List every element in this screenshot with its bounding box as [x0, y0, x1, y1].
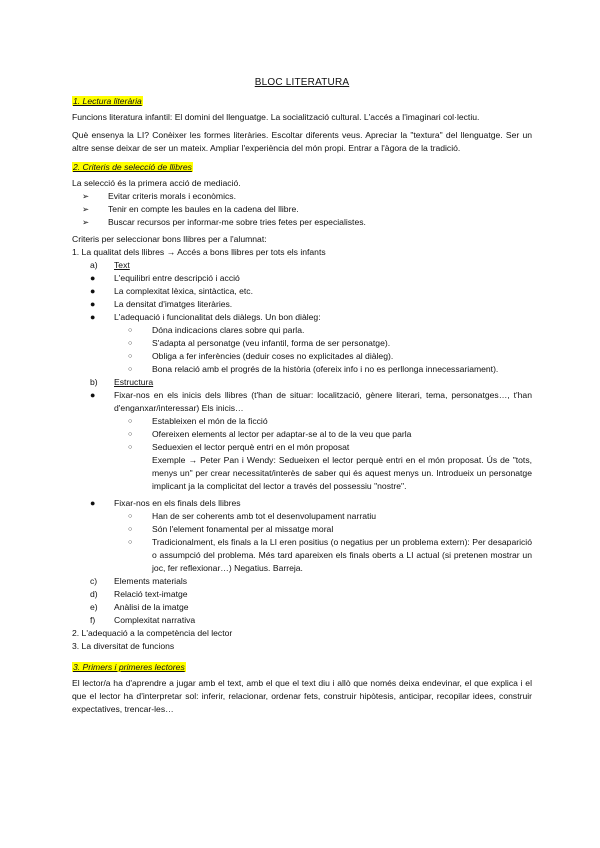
- list-item-text: Fixar-nos en els inicis dels llibres (t'han de situar: localització, gènere literari, tema, personatges…, t'han d'enganxar/interessar) Els inicis…: [114, 390, 532, 413]
- circle-bullet-icon: ○: [128, 539, 133, 546]
- arrow-item: [72, 190, 532, 203]
- sub-list-item-text: Seduexien el lector perquè entri en el món proposat: [152, 442, 350, 452]
- subsection-label: Relació text-imatge: [114, 589, 188, 599]
- subsection-a-marker: a): [90, 260, 98, 270]
- subsection-marker: c): [90, 576, 98, 586]
- subsection-c: [72, 575, 532, 588]
- arrow-item: [72, 203, 532, 216]
- circle-bullet-icon: ○: [128, 431, 133, 438]
- example-text: Exemple → Peter Pan i Wendy: Sedueixen el lector perquè entri en el món proposat. Ús de "tots, menys un" per crear necessitat/interès de saber qui és aquest menys un. Introdueix un personatge implicant ja la complicitat del lector a través del possessiu "nostre".: [152, 455, 532, 491]
- list-item: [72, 389, 532, 415]
- sub-list-item-text: Són l'element fonamental per al missatge moral: [152, 524, 334, 534]
- list-item-text: La densitat d'imatges literàries.: [114, 299, 233, 309]
- criterion-3: 3. La diversitat de funcions: [72, 641, 175, 651]
- subsection-f: [72, 614, 532, 627]
- sub-list-item: [72, 536, 532, 575]
- bullet-icon: ●: [90, 312, 96, 322]
- list-item: [72, 497, 532, 510]
- list-item: [72, 272, 532, 285]
- sub-list-item-text: Dóna indicacions clares sobre qui parla.: [152, 325, 305, 335]
- section-1-heading: [72, 95, 532, 108]
- sub-list-item: [72, 324, 532, 337]
- document-title: BLOC LITERATURA: [254, 77, 350, 88]
- section-1-heading-text: 1. Lectura literària: [73, 96, 142, 106]
- sub-list-item-text: Obliga a fer inferències (deduir coses no explicitades al diàleg).: [152, 351, 394, 361]
- list-item: [72, 311, 532, 324]
- sub-list-item: [72, 415, 532, 428]
- list-item-text: L'adequació i funcionalitat dels diàlegs. Un bon diàleg:: [114, 312, 321, 322]
- subsection-marker: d): [90, 589, 98, 599]
- example-paragraph: [72, 454, 532, 493]
- criteria-intro: Criteris per seleccionar bons llibres per a l'alumnat:: [72, 234, 267, 244]
- arrow-item-text: Evitar criteris morals i econòmics.: [108, 191, 236, 201]
- arrow-item: [72, 216, 532, 229]
- arrow-item-text: Buscar recursos per informar-me sobre tries fetes per especialistes.: [108, 217, 366, 227]
- subsection-marker: e): [90, 602, 98, 612]
- circle-bullet-icon: ○: [128, 366, 133, 373]
- subsection-a-label: Text: [114, 260, 130, 270]
- circle-bullet-icon: ○: [128, 418, 133, 425]
- circle-bullet-icon: ○: [128, 444, 133, 451]
- subsection-label: Elements materials: [114, 576, 188, 586]
- subsection-label: Anàlisi de la imatge: [114, 602, 189, 612]
- bullet-icon: ●: [90, 390, 96, 400]
- bullet-icon: ●: [90, 498, 96, 508]
- subsection-d: [72, 588, 532, 601]
- arrow-icon: ➢: [82, 191, 90, 201]
- document-content: [72, 76, 532, 721]
- sub-list-item: [72, 510, 532, 523]
- arrow-icon: ➢: [82, 217, 90, 227]
- arrow-icon: ➢: [82, 204, 90, 214]
- sub-list-item: [72, 428, 532, 441]
- bullet-icon: ●: [90, 299, 96, 309]
- section-2-heading-text: 2. Criteris de selecció de llibres: [73, 162, 192, 172]
- circle-bullet-icon: ○: [128, 513, 133, 520]
- bullet-icon: ●: [90, 273, 96, 283]
- subsection-b-marker: b): [90, 377, 98, 387]
- list-item-text: La complexitat lèxica, sintàctica, etc.: [114, 286, 253, 296]
- section-2-heading: [72, 161, 532, 174]
- section-3-heading: [72, 661, 532, 674]
- sub-list-item: [72, 441, 532, 454]
- subsection-a: [72, 259, 532, 272]
- sub-list-item: [72, 363, 532, 376]
- sub-list-item: [72, 337, 532, 350]
- criterion-1: 1. La qualitat dels llibres → Accés a bons llibres per tots els infants: [72, 247, 326, 257]
- arrow-item-text: Tenir en compte les baules en la cadena del llibre.: [108, 204, 299, 214]
- section-1-paragraph-1: Funcions literatura infantil: El domini del llenguatge. La socialització cultural. L'accés a l'imaginari col·lectiu.: [72, 112, 480, 122]
- sub-list-item: [72, 523, 532, 536]
- section-3-paragraph-1: El lector/a ha d'aprendre a jugar amb el text, amb el que el text diu i allò que només deixa endevinar, el que explica i el que el lector ha d'interpretar sol: inferir, relacionar, ordenar fets, construir hipòtesis, anticipar, recopilar idees, construir expectatives, trencar-les…: [72, 678, 532, 714]
- list-item: [72, 298, 532, 311]
- bullet-icon: ●: [90, 286, 96, 296]
- sub-list-item-text: Tradicionalment, els finals a la LI eren positius (o negatius per un problema extern): Per desaparició o assumpció del problema. Més tard apareixen els finals oberts a LI actual (si pretenen mostrar un joc, fer reflexionar…) Negatius. Barreja.: [152, 537, 532, 573]
- sub-list-item-text: Han de ser coherents amb tot el desenvolupament narratiu: [152, 511, 377, 521]
- subsection-e: [72, 601, 532, 614]
- list-item-text: L'equilibri entre descripció i acció: [114, 273, 240, 283]
- sub-list-item-text: Bona relació amb el progrés de la història (ofereix info i no es perllonga innecessariament).: [152, 364, 499, 374]
- sub-list-item-text: S'adapta al personatge (veu infantil, forma de ser personatge).: [152, 338, 391, 348]
- sub-list-item: [72, 350, 532, 363]
- circle-bullet-icon: ○: [128, 353, 133, 360]
- section-3-heading-text: 3. Primers i primeres lectores: [73, 662, 185, 672]
- subsection-b: [72, 376, 532, 389]
- section-1-paragraph-2: Què ensenya la LI? Conèixer les formes literàries. Escoltar diferents veus. Apreciar la "textura" del llenguatge. Ser un altre sense deixar de ser un mateix. Ampliar l'experiència del món propi. Entrar a l'àgora de la tradició.: [72, 130, 532, 153]
- section-2-intro: La selecció és la primera acció de mediació.: [72, 178, 241, 188]
- subsection-b-label: Estructura: [114, 377, 154, 387]
- circle-bullet-icon: ○: [128, 526, 133, 533]
- subsection-marker: f): [90, 615, 96, 625]
- criterion-2: 2. L'adequació a la competència del lector: [72, 628, 233, 638]
- sub-list-item-text: Estableixen el món de la ficció: [152, 416, 268, 426]
- list-item-text: Fixar-nos en els finals dels llibres: [114, 498, 241, 508]
- subsection-label: Complexitat narrativa: [114, 615, 196, 625]
- circle-bullet-icon: ○: [128, 340, 133, 347]
- circle-bullet-icon: ○: [128, 327, 133, 334]
- list-item: [72, 285, 532, 298]
- sub-list-item-text: Ofereixen elements al lector per adaptar-se al to de la veu que parla: [152, 429, 412, 439]
